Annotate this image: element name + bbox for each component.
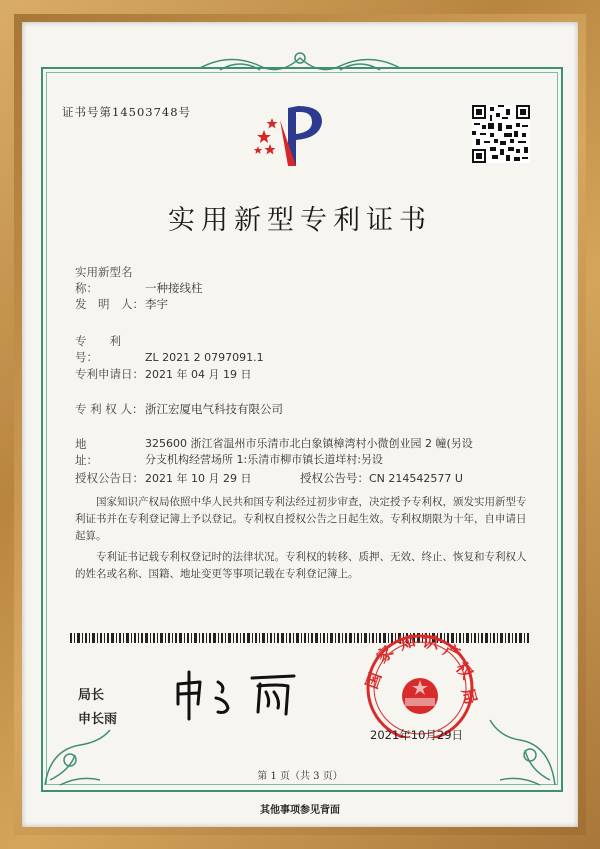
director-title: 局长 <box>78 688 105 703</box>
filing-date-label: 专利申请日： <box>75 367 144 381</box>
patent-no-label: 专 利 号： <box>75 334 133 364</box>
filing-date-value: 2021 年 04 月 19 日 <box>145 368 252 381</box>
patentee-row <box>75 401 283 417</box>
page-number: 第 1 页（共 3 页） <box>257 771 343 782</box>
paragraph-1: 国家知识产权局依照中华人民共和国专利法经过初步审查，决定授予专利权，颁发实用新型专利证书并在专利登记簿上予以登记。专利权自授权公告之日起生效。专利权期限为十年，自申请日起算。 <box>75 496 527 542</box>
director-name: 申长雨 <box>78 712 118 727</box>
svg-text:国: 国 <box>361 669 386 692</box>
patent-no-value: ZL 2021 2 0797091.1 <box>145 351 264 364</box>
grant-date-value: 2021 年 10 月 29 日 <box>145 472 252 485</box>
address-row <box>75 436 145 468</box>
grant-no-label: 授权公告号： <box>300 471 369 485</box>
inventor-row <box>75 296 168 312</box>
official-seal <box>355 628 485 738</box>
svg-text:局: 局 <box>458 686 481 707</box>
patentee-label: 专 利 权 人： <box>75 402 144 416</box>
patent-no-row <box>75 333 264 365</box>
top-ornament <box>200 46 400 78</box>
patentee-value: 浙江宏厦电气科技有限公司 <box>145 402 283 416</box>
seal-date: 2021年10月29日 <box>370 728 464 742</box>
paragraph-2: 专利证书记载专利权登记时的法律状况。专利权的转移、质押、无效、终止、恢复和专利权人的姓名或名称、国籍、地址变更等事项记载在专利登记簿上。 <box>75 551 527 580</box>
grant-no-value: CN 214542577 U <box>369 472 463 485</box>
name-value: 一种接线柱 <box>145 281 203 295</box>
svg-text:识: 识 <box>421 632 440 653</box>
inventor-value: 李宇 <box>145 297 168 311</box>
certificate-number: 证书号第14503748号 <box>62 105 192 119</box>
grant-date-row <box>75 470 251 486</box>
certificate-title: 实用新型专利证书 <box>168 205 432 236</box>
grant-date-label: 授权公告日： <box>75 471 144 485</box>
address-value: 325600 浙江省温州市乐清市北白象镇樟湾村小微创业园 2 幢(另设分支机构经营场所 1:乐清市柳市镇长道垟村:另设 <box>145 437 473 466</box>
address-label: 地 址： <box>75 437 133 467</box>
name-label: 实用新型名称： <box>75 265 133 295</box>
qr-code <box>472 105 530 163</box>
patent-office-emblem <box>250 100 350 172</box>
svg-text:产: 产 <box>440 639 464 665</box>
inventor-label: 发 明 人： <box>75 297 144 311</box>
svg-text:权: 权 <box>451 658 477 683</box>
filing-date-row <box>75 366 251 382</box>
svg-text:家: 家 <box>372 642 398 667</box>
grant-no-row <box>300 470 463 486</box>
director-signature <box>170 664 310 724</box>
name-row <box>75 264 203 296</box>
footnote: 其他事项参见背面 <box>260 805 340 816</box>
svg-text:知: 知 <box>396 630 418 654</box>
